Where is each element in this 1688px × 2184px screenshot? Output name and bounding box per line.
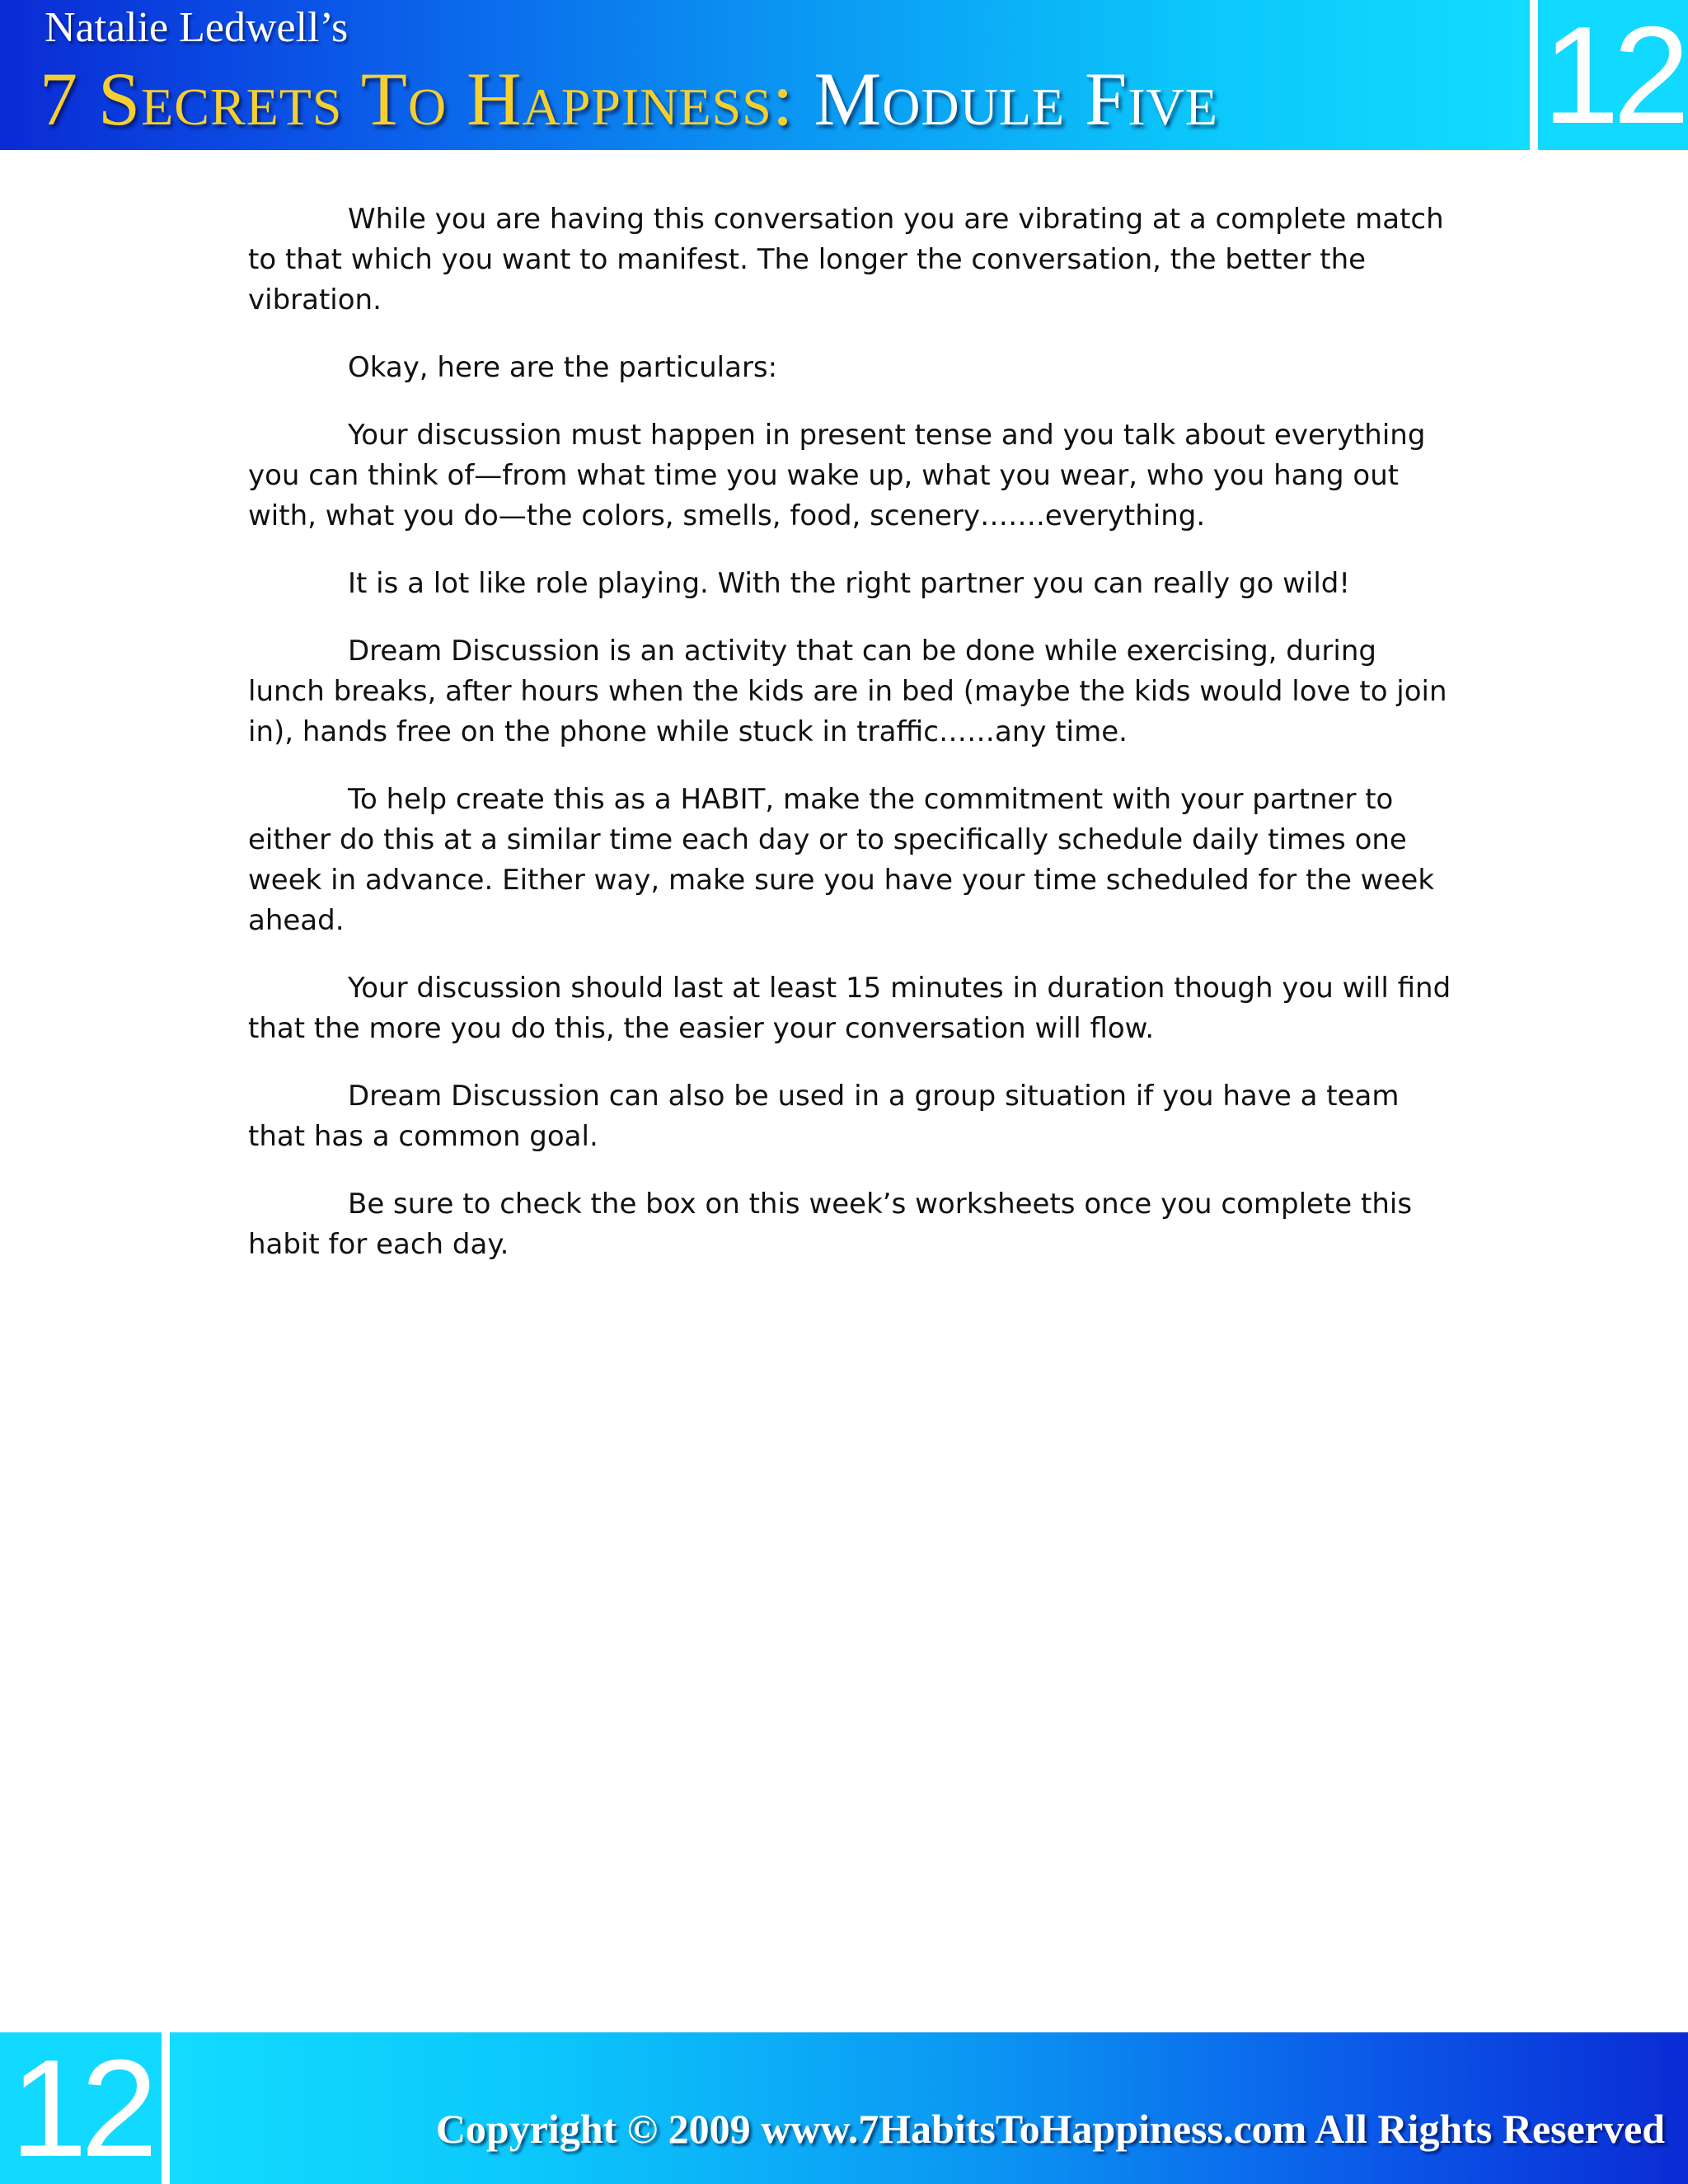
paragraph: Be sure to check the box on this week’s worksheets once you complete this habit for each day. [248, 1188, 1413, 1261]
copyright-notice: Copyright © 2009 www.7HabitsToHappiness.com All Rights Reserved [435, 2106, 1665, 2152]
header-title-main: 7 Secrets To Happiness: [40, 57, 795, 141]
paragraph: To help create this as a HABIT, make the commitment with your partner to either do this at a similar time each day or to specifically schedule daily times one week in advance. Either way, make sure you have your time scheduled for the week ahead. [248, 783, 1435, 937]
paragraph: Your discussion should last at least 15 minutes in duration though you will find that the more you do this, the easier your conversation will flow. [248, 972, 1451, 1045]
page-number-bottom-text: 12 [10, 2031, 152, 2184]
page-footer [170, 2032, 1688, 2184]
header-title [40, 58, 1218, 140]
page-number-top [1538, 0, 1688, 150]
page-number-top-text: 12 [1542, 0, 1684, 152]
paragraph: It is a lot like role playing. With the right partner you can really go wild! [348, 567, 1350, 600]
page-number-bottom [0, 2032, 162, 2184]
paragraph: While you are having this conversation you are vibrating at a complete match to that which you want to manifest. The longer the conversation, the better the vibration. [248, 203, 1444, 316]
paragraph: Dream Discussion is an activity that can be done while exercising, during lunch breaks, after hours when the kids are in bed (maybe the kids would love to join in), hands free on the phone while stuck in traffic……any time. [248, 635, 1447, 748]
header-author: Natalie Ledwell’s [45, 4, 349, 51]
paragraph: Your discussion must happen in present tense and you talk about everything you can think of—from what time you wake up, what you wear, who you hang out with, what you do—the colors, smells, food, scenery…….everything. [248, 419, 1426, 532]
paragraph: Okay, here are the particulars: [348, 351, 778, 384]
header-title-module: Module Five [814, 57, 1218, 141]
page-header [0, 0, 1530, 150]
paragraph: Dream Discussion can also be used in a group situation if you have a team that has a common goal. [248, 1080, 1400, 1153]
page-body [248, 199, 1451, 1292]
